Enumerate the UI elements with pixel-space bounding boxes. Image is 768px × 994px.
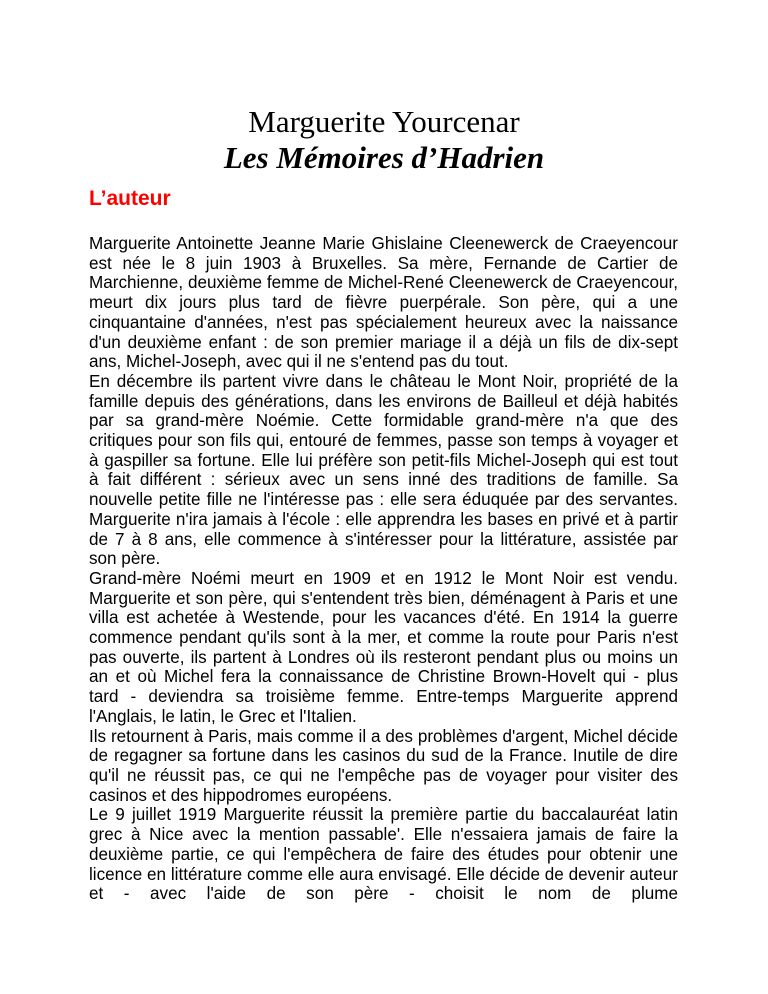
author-name: Marguerite Yourcenar xyxy=(248,104,520,139)
section-heading: L’auteur xyxy=(89,187,171,210)
paragraph: Ils retournent à Paris, mais comme il a des problèmes d'argent, Michel décide de regagner sa fortune dans les casinos du sud de la France. Inutile de dire qu'il ne réussit pas, ce qui ne l'empêche pas de voyager pour visiter des casinos et des hippodromes européens. xyxy=(89,726,678,805)
body-text xyxy=(89,234,678,904)
title-block xyxy=(0,104,768,176)
paragraph: Le 9 juillet 1919 Marguerite réussit la première partie du baccalauréat latin grec à Nice avec la mention passable'. Elle n'essaiera jamais de faire la deuxième partie, ce qui l'empêchera de faire des études pour obtenir une licence en littérature comme elle aura envisagé. Elle décide de devenir auteur et - avec l'aide de son père - choisit le nom de plume xyxy=(89,805,678,904)
paragraph: En décembre ils partent vivre dans le château le Mont Noir, propriété de la famille depuis des générations, dans les environs de Bailleul et déjà habités par sa grand-mère Noémie. Cette formidable grand-mère n'a que des critiques pour son fils qui, entouré de femmes, passe son temps à voyager et à gaspiller sa fortune. Elle lui préfère son petit-fils Michel-Joseph qui est tout à fait différent : sérieux avec un sens inné des traditions de famille. Sa nouvelle petite fille ne l'intéresse pas : elle sera éduquée par des servantes. Marguerite n'ira jamais à l'école : elle apprendra les bases en privé et à partir de 7 à 8 ans, elle commence à s'intéresser pour la littérature, assistée par son père. xyxy=(89,371,678,569)
paragraph: Marguerite Antoinette Jeanne Marie Ghislaine Cleenewerck de Craeyencour est née le 8 juin 1903 à Bruxelles. Sa mère, Fernande de Cartier de Marchienne, deuxième femme de Michel-René Cleenewerck de Craeyencour, meurt dix jours plus tard de fièvre puerpérale. Son père, qui a une cinquantaine d'années, n'est pas spécialement heureux avec la naissance d'un deuxième enfant : de son premier mariage il a déjà un fils de dix-sept ans, Michel-Joseph, avec qui il ne s'entend pas du tout. xyxy=(89,234,678,372)
paragraph: Grand-mère Noémi meurt en 1909 et en 1912 le Mont Noir est vendu. Marguerite et son père, qui s'entendent très bien, déménagent à Paris et une villa est achetée à Westende, pour les vacances d'été. En 1914 la guerre commence pendant qu'ils sont à la mer, et comme la route pour Paris n'est pas ouverte, ils partent à Londres où ils resteront pendant plus ou moins un an et où Michel fera la connaissance de Christine Brown-Hovelt qui - plus tard - deviendra sa troisième femme. Entre-temps Marguerite apprend l'Anglais, le latin, le Grec et l'Italien. xyxy=(89,568,678,726)
book-title: Les Mémoires d’Hadrien xyxy=(223,140,545,175)
